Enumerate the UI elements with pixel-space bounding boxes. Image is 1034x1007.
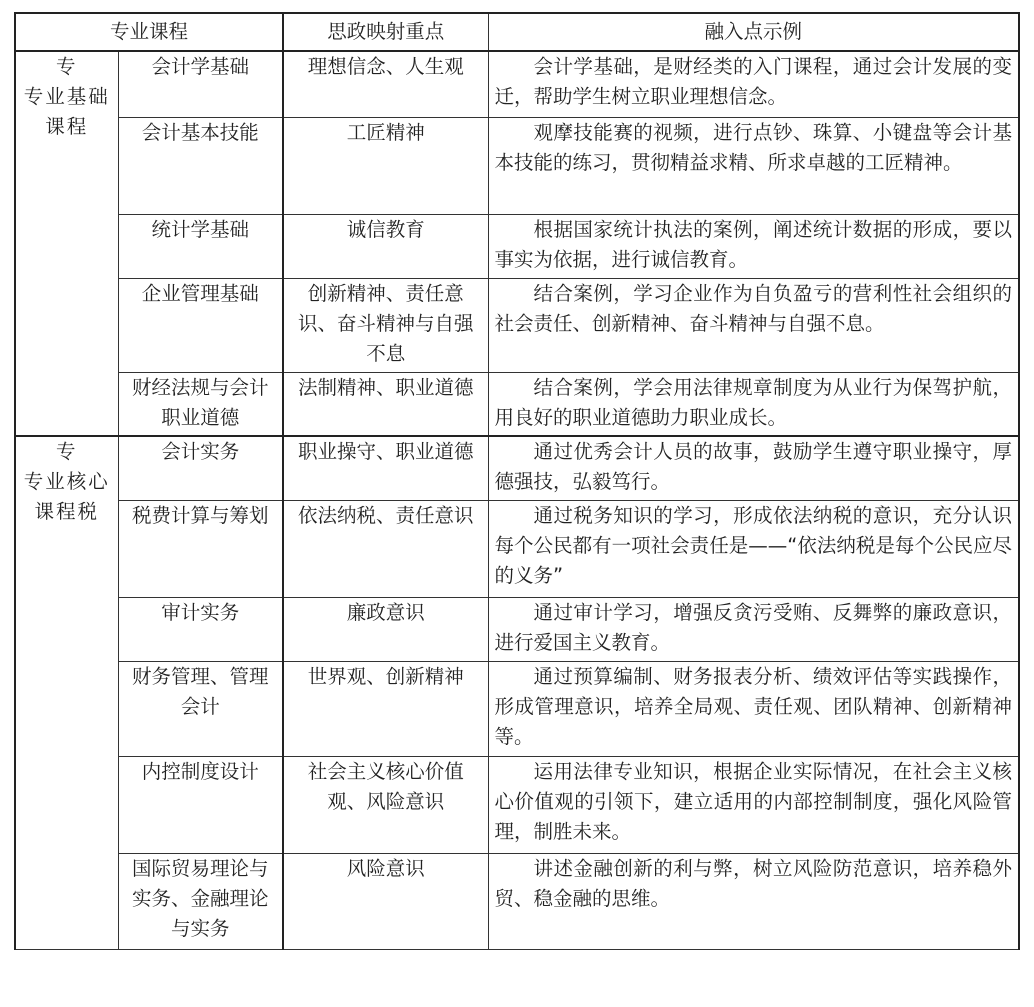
course-cell: 财经法规与会计职业道德 <box>118 372 283 436</box>
focus-cell: 风险意识 <box>283 853 488 949</box>
table-row <box>15 436 1019 500</box>
focus-cell: 社会主义核心价值观、风险意识 <box>283 756 488 853</box>
table-row <box>15 661 1019 756</box>
table-row <box>15 278 1019 372</box>
focus-cell: 创新精神、责任意识、奋斗精神与自强不息 <box>283 278 488 372</box>
course-cell: 审计实务 <box>118 597 283 661</box>
focus-cell: 法制精神、职业道德 <box>283 372 488 436</box>
table-row <box>15 597 1019 661</box>
course-cell: 会计基本技能 <box>118 117 283 214</box>
course-cell: 统计学基础 <box>118 214 283 278</box>
focus-cell: 职业操守、职业道德 <box>283 436 488 500</box>
example-cell: 结合案例，学习企业作为自负盈亏的营利性社会组织的社会责任、创新精神、奋斗精神与自强不息。 <box>488 278 1019 372</box>
focus-cell: 理想信念、人生观 <box>283 51 488 117</box>
focus-cell: 依法纳税、责任意识 <box>283 500 488 597</box>
course-cell: 内控制度设计 <box>118 756 283 853</box>
example-cell: 结合案例，学会用法律规章制度为从业行为保驾护航，用良好的职业道德助力职业成长。 <box>488 372 1019 436</box>
example-cell: 通过预算编制、财务报表分析、绩效评估等实践操作，形成管理意识，培养全局观、责任观、团队精神、创新精神等。 <box>488 661 1019 756</box>
table-row <box>15 214 1019 278</box>
table-body <box>15 51 1019 949</box>
example-cell: 通过优秀会计人员的故事，鼓励学生遵守职业操守，厚德强技，弘毅笃行。 <box>488 436 1019 500</box>
example-cell: 讲述金融创新的利与弊，树立风险防范意识，培养稳外贸、稳金融的思维。 <box>488 853 1019 949</box>
focus-cell: 诚信教育 <box>283 214 488 278</box>
example-cell: 通过税务知识的学习，形成依法纳税的意识，充分认识每个公民都有一项社会责任是——“依法纳税是每个公民应尽的义务” <box>488 500 1019 597</box>
course-cell: 财务管理、管理会计 <box>118 661 283 756</box>
course-cell: 会计实务 <box>118 436 283 500</box>
focus-cell: 工匠精神 <box>283 117 488 214</box>
header-course: 专业课程 <box>15 13 283 51</box>
table-row <box>15 117 1019 214</box>
table-row <box>15 756 1019 853</box>
header-example: 融入点示例 <box>488 13 1019 51</box>
course-cell: 税费计算与筹划 <box>118 500 283 597</box>
example-cell: 会计学基础，是财经类的入门课程，通过会计发展的变迁，帮助学生树立职业理想信念。 <box>488 51 1019 117</box>
example-cell: 观摩技能赛的视频，进行点钞、珠算、小键盘等会计基本技能的练习，贯彻精益求精、所求卓越的工匠精神。 <box>488 117 1019 214</box>
category-cell: 专 专业基础课程 <box>15 51 118 436</box>
table-row <box>15 51 1019 117</box>
table-row <box>15 853 1019 949</box>
example-cell: 运用法律专业知识，根据企业实际情况，在社会主义核心价值观的引领下，建立适用的内部控制制度，强化风险管理，制胜未来。 <box>488 756 1019 853</box>
table-header-row <box>15 13 1019 51</box>
course-cell: 会计学基础 <box>118 51 283 117</box>
course-cell: 国际贸易理论与实务、金融理论与实务 <box>118 853 283 949</box>
focus-cell: 廉政意识 <box>283 597 488 661</box>
curriculum-table <box>14 12 1020 950</box>
category-cell: 专 专业核心课程税 <box>15 436 118 949</box>
focus-cell: 世界观、创新精神 <box>283 661 488 756</box>
example-cell: 根据国家统计执法的案例，阐述统计数据的形成，要以事实为依据，进行诚信教育。 <box>488 214 1019 278</box>
course-cell: 企业管理基础 <box>118 278 283 372</box>
header-focus: 思政映射重点 <box>283 13 488 51</box>
example-cell: 通过审计学习，增强反贪污受贿、反舞弊的廉政意识，进行爱国主义教育。 <box>488 597 1019 661</box>
table-row <box>15 372 1019 436</box>
table-row <box>15 500 1019 597</box>
